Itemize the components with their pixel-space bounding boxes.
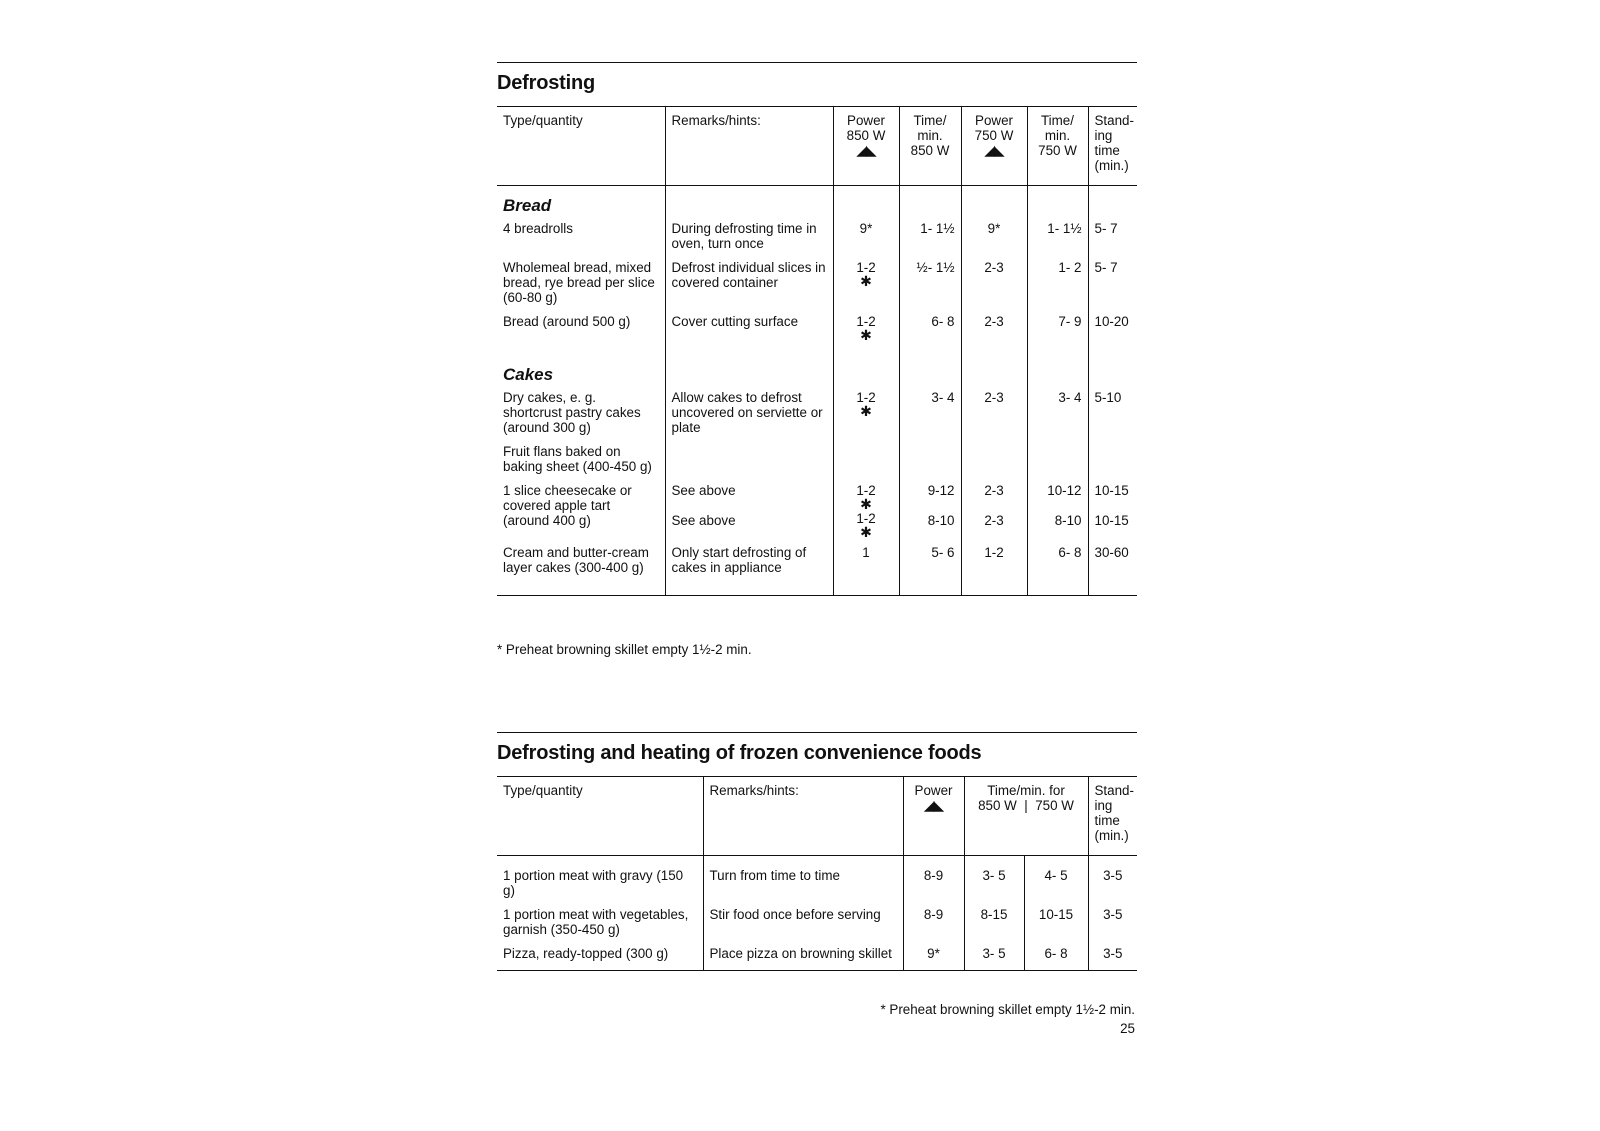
cell-time-850: 3- 4 bbox=[899, 390, 961, 444]
convenience-block bbox=[497, 732, 1137, 1052]
defrosting-footnote: * Preheat browning skillet empty 1½-2 min. bbox=[497, 642, 752, 657]
cell-time-750: 4- 5 bbox=[1024, 856, 1088, 908]
convenience-title: Defrosting and heating of frozen convenience foods bbox=[497, 742, 982, 764]
snowflake-defrost-icon: ✱ bbox=[860, 496, 872, 512]
top-rule bbox=[497, 62, 1137, 63]
cell-time-850: 3- 5 bbox=[964, 946, 1024, 971]
cell-power-750: 2-3 bbox=[961, 390, 1027, 444]
snowflake-defrost-icon: ✱ bbox=[860, 273, 872, 289]
cell-power-750: 2-3 bbox=[961, 314, 1027, 351]
header-remarks: Remarks/hints: bbox=[703, 777, 903, 856]
convenience-footnote: * Preheat browning skillet empty 1½-2 min. bbox=[880, 1002, 1135, 1017]
header-time-750: Time/ min. 750 W bbox=[1027, 107, 1088, 186]
header-row bbox=[497, 777, 1137, 856]
cell-type: Pizza, ready-topped (300 g) bbox=[503, 946, 669, 961]
cell-power: 8-9 bbox=[903, 907, 964, 946]
cell-time-850: ½- 1½ bbox=[899, 260, 961, 314]
cell-time-850: 1- 1½ bbox=[899, 221, 961, 260]
cell-power: 8-9 bbox=[903, 856, 964, 908]
cell-remarks bbox=[665, 444, 833, 483]
cell-remarks: See above See above bbox=[665, 483, 833, 539]
header-standing: Stand- ing time (min.) bbox=[1088, 107, 1137, 186]
cell-standing: 30-60 bbox=[1088, 539, 1137, 596]
microwave-power-icon: ◢◣ bbox=[923, 797, 944, 813]
top-rule bbox=[497, 732, 1137, 733]
cell-type: Wholemeal bread, mixed bread, rye bread per slice (60-80 g) bbox=[503, 260, 655, 305]
table-row bbox=[497, 444, 1137, 483]
cell-remarks: Stir food once before serving bbox=[703, 907, 903, 946]
cell-time-850: 5- 6 bbox=[899, 539, 961, 596]
cell-power-850: 9* bbox=[833, 221, 899, 260]
section-row bbox=[497, 351, 1137, 390]
cell-type: 4 breadrolls bbox=[503, 221, 573, 236]
cell-standing: 3-5 bbox=[1088, 907, 1137, 946]
cell-type: Bread (around 500 g) bbox=[503, 314, 631, 329]
cell-type: 1 portion meat with vegetables, garnish (350-450 g) bbox=[503, 907, 689, 937]
cell-time-850: 3- 5 bbox=[964, 856, 1024, 908]
snowflake-defrost-icon: ✱ bbox=[860, 403, 872, 419]
microwave-power-icon: ◢◣ bbox=[856, 142, 876, 158]
cell-power-850: 1-2 ✱ bbox=[833, 260, 899, 314]
defrosting-title: Defrosting bbox=[497, 72, 596, 94]
table-row bbox=[497, 946, 1137, 971]
cell-standing: 3-5 bbox=[1088, 946, 1137, 971]
table-row bbox=[497, 221, 1137, 260]
cell-time-750: 3- 4 bbox=[1027, 390, 1088, 444]
cell-type: 1 portion meat with gravy (150 g) bbox=[503, 868, 684, 898]
cell-remarks: Only start defrosting of cakes in appliance bbox=[665, 539, 833, 596]
cell-power-850: 1-2 ✱ 1-2 ✱ bbox=[833, 483, 899, 539]
cell-type: 1 slice cheesecake or covered apple tart (around 400 g) bbox=[503, 483, 632, 528]
table-row bbox=[497, 907, 1137, 946]
snowflake-defrost-icon: ✱ bbox=[860, 327, 872, 343]
defrosting-table bbox=[497, 106, 1137, 596]
cell-remarks: Turn from time to time bbox=[703, 856, 903, 908]
table-row bbox=[497, 483, 1137, 539]
cell-remarks: During defrosting time in oven, turn once bbox=[665, 221, 833, 260]
cell-time-750: 10-12 8-10 bbox=[1027, 483, 1088, 539]
header-type: Type/quantity bbox=[497, 777, 703, 856]
convenience-table bbox=[497, 776, 1137, 971]
cell-standing: 5-10 bbox=[1088, 390, 1137, 444]
cell-power-850: 1-2 ✱ bbox=[833, 390, 899, 444]
cell-type: Fruit flans baked on baking sheet (400-450 g) bbox=[503, 444, 652, 474]
cell-power-750: 9* bbox=[961, 221, 1027, 260]
cell-remarks: Allow cakes to defrost uncovered on serviette or plate bbox=[665, 390, 833, 444]
cell-standing: 10-20 bbox=[1088, 314, 1137, 351]
cell-time-850: 8-15 bbox=[964, 907, 1024, 946]
cell-time-750: 7- 9 bbox=[1027, 314, 1088, 351]
cell-time-750: 1- 2 bbox=[1027, 260, 1088, 314]
header-time-850: Time/ min. 850 W bbox=[899, 107, 961, 186]
section-row bbox=[497, 186, 1137, 222]
header-time: Time/min. for 850 W | 750 W bbox=[964, 777, 1088, 856]
cell-standing: 3-5 bbox=[1088, 856, 1137, 908]
cell-time-750: 6- 8 bbox=[1024, 946, 1088, 971]
cell-power-850: 1 bbox=[833, 539, 899, 596]
cell-standing: 10-15 10-15 bbox=[1088, 483, 1137, 539]
cell-time-750: 1- 1½ bbox=[1027, 221, 1088, 260]
section-bread: Bread bbox=[503, 196, 552, 215]
cell-time-850 bbox=[899, 444, 961, 483]
cell-power-750: 2-3 2-3 bbox=[961, 483, 1027, 539]
cell-power-750: 2-3 bbox=[961, 260, 1027, 314]
cell-type: Dry cakes, e. g. shortcrust pastry cakes (around 300 g) bbox=[503, 390, 641, 435]
cell-power-850: 1-2 ✱ bbox=[833, 314, 899, 351]
cell-type: Cream and butter-cream layer cakes (300-400 g) bbox=[503, 545, 649, 575]
section-cakes: Cakes bbox=[503, 365, 554, 384]
page-number: 25 bbox=[1120, 1021, 1135, 1036]
cell-power: 9* bbox=[903, 946, 964, 971]
cell-standing: 5- 7 bbox=[1088, 260, 1137, 314]
header-power: Power ◢◣ bbox=[903, 777, 964, 856]
cell-time-850: 6- 8 bbox=[899, 314, 961, 351]
header-remarks: Remarks/hints: bbox=[665, 107, 833, 186]
cell-power-850 bbox=[833, 444, 899, 483]
microwave-power-icon: ◢◣ bbox=[984, 142, 1004, 158]
defrosting-block bbox=[497, 62, 1137, 662]
cell-standing bbox=[1088, 444, 1137, 483]
cell-remarks: Cover cutting surface bbox=[665, 314, 833, 351]
cell-time-750: 6- 8 bbox=[1027, 539, 1088, 596]
cell-time-750: 10-15 bbox=[1024, 907, 1088, 946]
header-standing: Stand- ing time (min.) bbox=[1088, 777, 1137, 856]
table-row bbox=[497, 260, 1137, 314]
cell-standing: 5- 7 bbox=[1088, 221, 1137, 260]
header-type: Type/quantity bbox=[497, 107, 665, 186]
header-power-750: Power 750 W ◢◣ bbox=[961, 107, 1027, 186]
header-row bbox=[497, 107, 1137, 186]
table-row bbox=[497, 314, 1137, 351]
cell-power-750 bbox=[961, 444, 1027, 483]
table-row bbox=[497, 856, 1137, 908]
cell-time-750 bbox=[1027, 444, 1088, 483]
table-row bbox=[497, 539, 1137, 596]
snowflake-defrost-icon: ✱ bbox=[860, 524, 872, 540]
cell-power-750: 1-2 bbox=[961, 539, 1027, 596]
header-power-850: Power 850 W ◢◣ bbox=[833, 107, 899, 186]
cell-remarks: Defrost individual slices in covered container bbox=[665, 260, 833, 314]
table-row bbox=[497, 390, 1137, 444]
cell-time-850: 9-12 8-10 bbox=[899, 483, 961, 539]
cell-remarks: Place pizza on browning skillet bbox=[703, 946, 903, 971]
